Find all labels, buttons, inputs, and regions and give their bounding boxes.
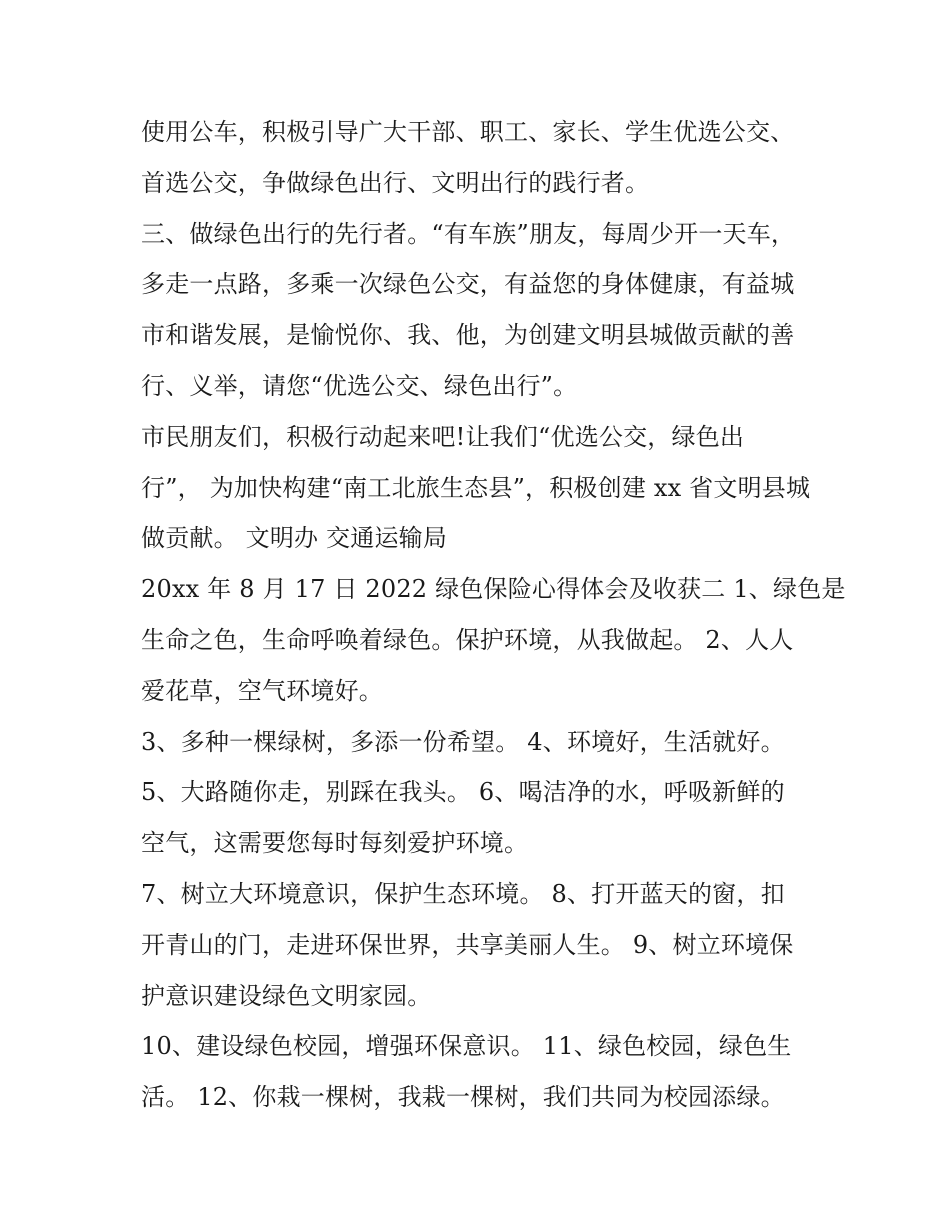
text-line: 行”， 为加快构建“南工北旅生态县”，积极创建 xx 省文明县城 — [141, 473, 811, 502]
text-line: 爱花草，空气环境好。 — [141, 676, 383, 705]
text-line: 市民朋友们，积极行动起来吧!让我们“优选公交，绿色出 — [141, 422, 745, 451]
text-line: 市和谐发展，是愉悦你、我、他，为创建文明县城做贡献的善 — [141, 321, 795, 350]
text-line: 首选公交，争做绿色出行、文明出行的践行者。 — [141, 168, 650, 197]
text-line: 20xx 年 8 月 17 日 2022 绿色保险心得体会及收获二 1、绿色是 — [141, 575, 846, 604]
text-line: 开青山的门，走进环保世界，共享美丽人生。 9、树立环境保 — [141, 930, 794, 959]
text-line: 空气，这需要您每时每刻爱护环境。 — [141, 829, 529, 858]
text-line: 5、大路随你走，别踩在我头。 6、喝洁净的水，呼吸新鲜的 — [141, 778, 785, 807]
text-line: 活。 12、你栽一棵树，我栽一棵树，我们共同为校园添绿。 — [141, 1083, 785, 1112]
text-line: 10、建设绿色校园，增强环保意识。 11、绿色校园，绿色生 — [141, 1032, 792, 1061]
text-line: 多走一点路，多乘一次绿色公交，有益您的身体健康，有益城 — [141, 270, 795, 299]
text-line: 3、多种一棵绿树，多添一份希望。 4、环境好，生活就好。 — [141, 727, 785, 756]
text-line: 护意识建设绿色文明家园。 — [141, 981, 432, 1010]
text-line: 使用公车，积极引导广大干部、职工、家长、学生优选公交、 — [141, 118, 795, 146]
document-body — [141, 107, 846, 1123]
text-line: 做贡献。 文明办 交通运输局 — [141, 524, 448, 553]
text-line: 生命之色，生命呼唤着绿色。保护环境，从我做起。 2、人人 — [141, 625, 794, 654]
text-line: 三、做绿色出行的先行者。“有车族”朋友，每周少开一天车， — [141, 219, 796, 248]
text-line: 7、树立大环境意识，保护生态环境。 8、打开蓝天的窗，扣 — [141, 879, 785, 908]
text-line: 行、义举，请您“优选公交、绿色出行”。 — [141, 371, 578, 400]
